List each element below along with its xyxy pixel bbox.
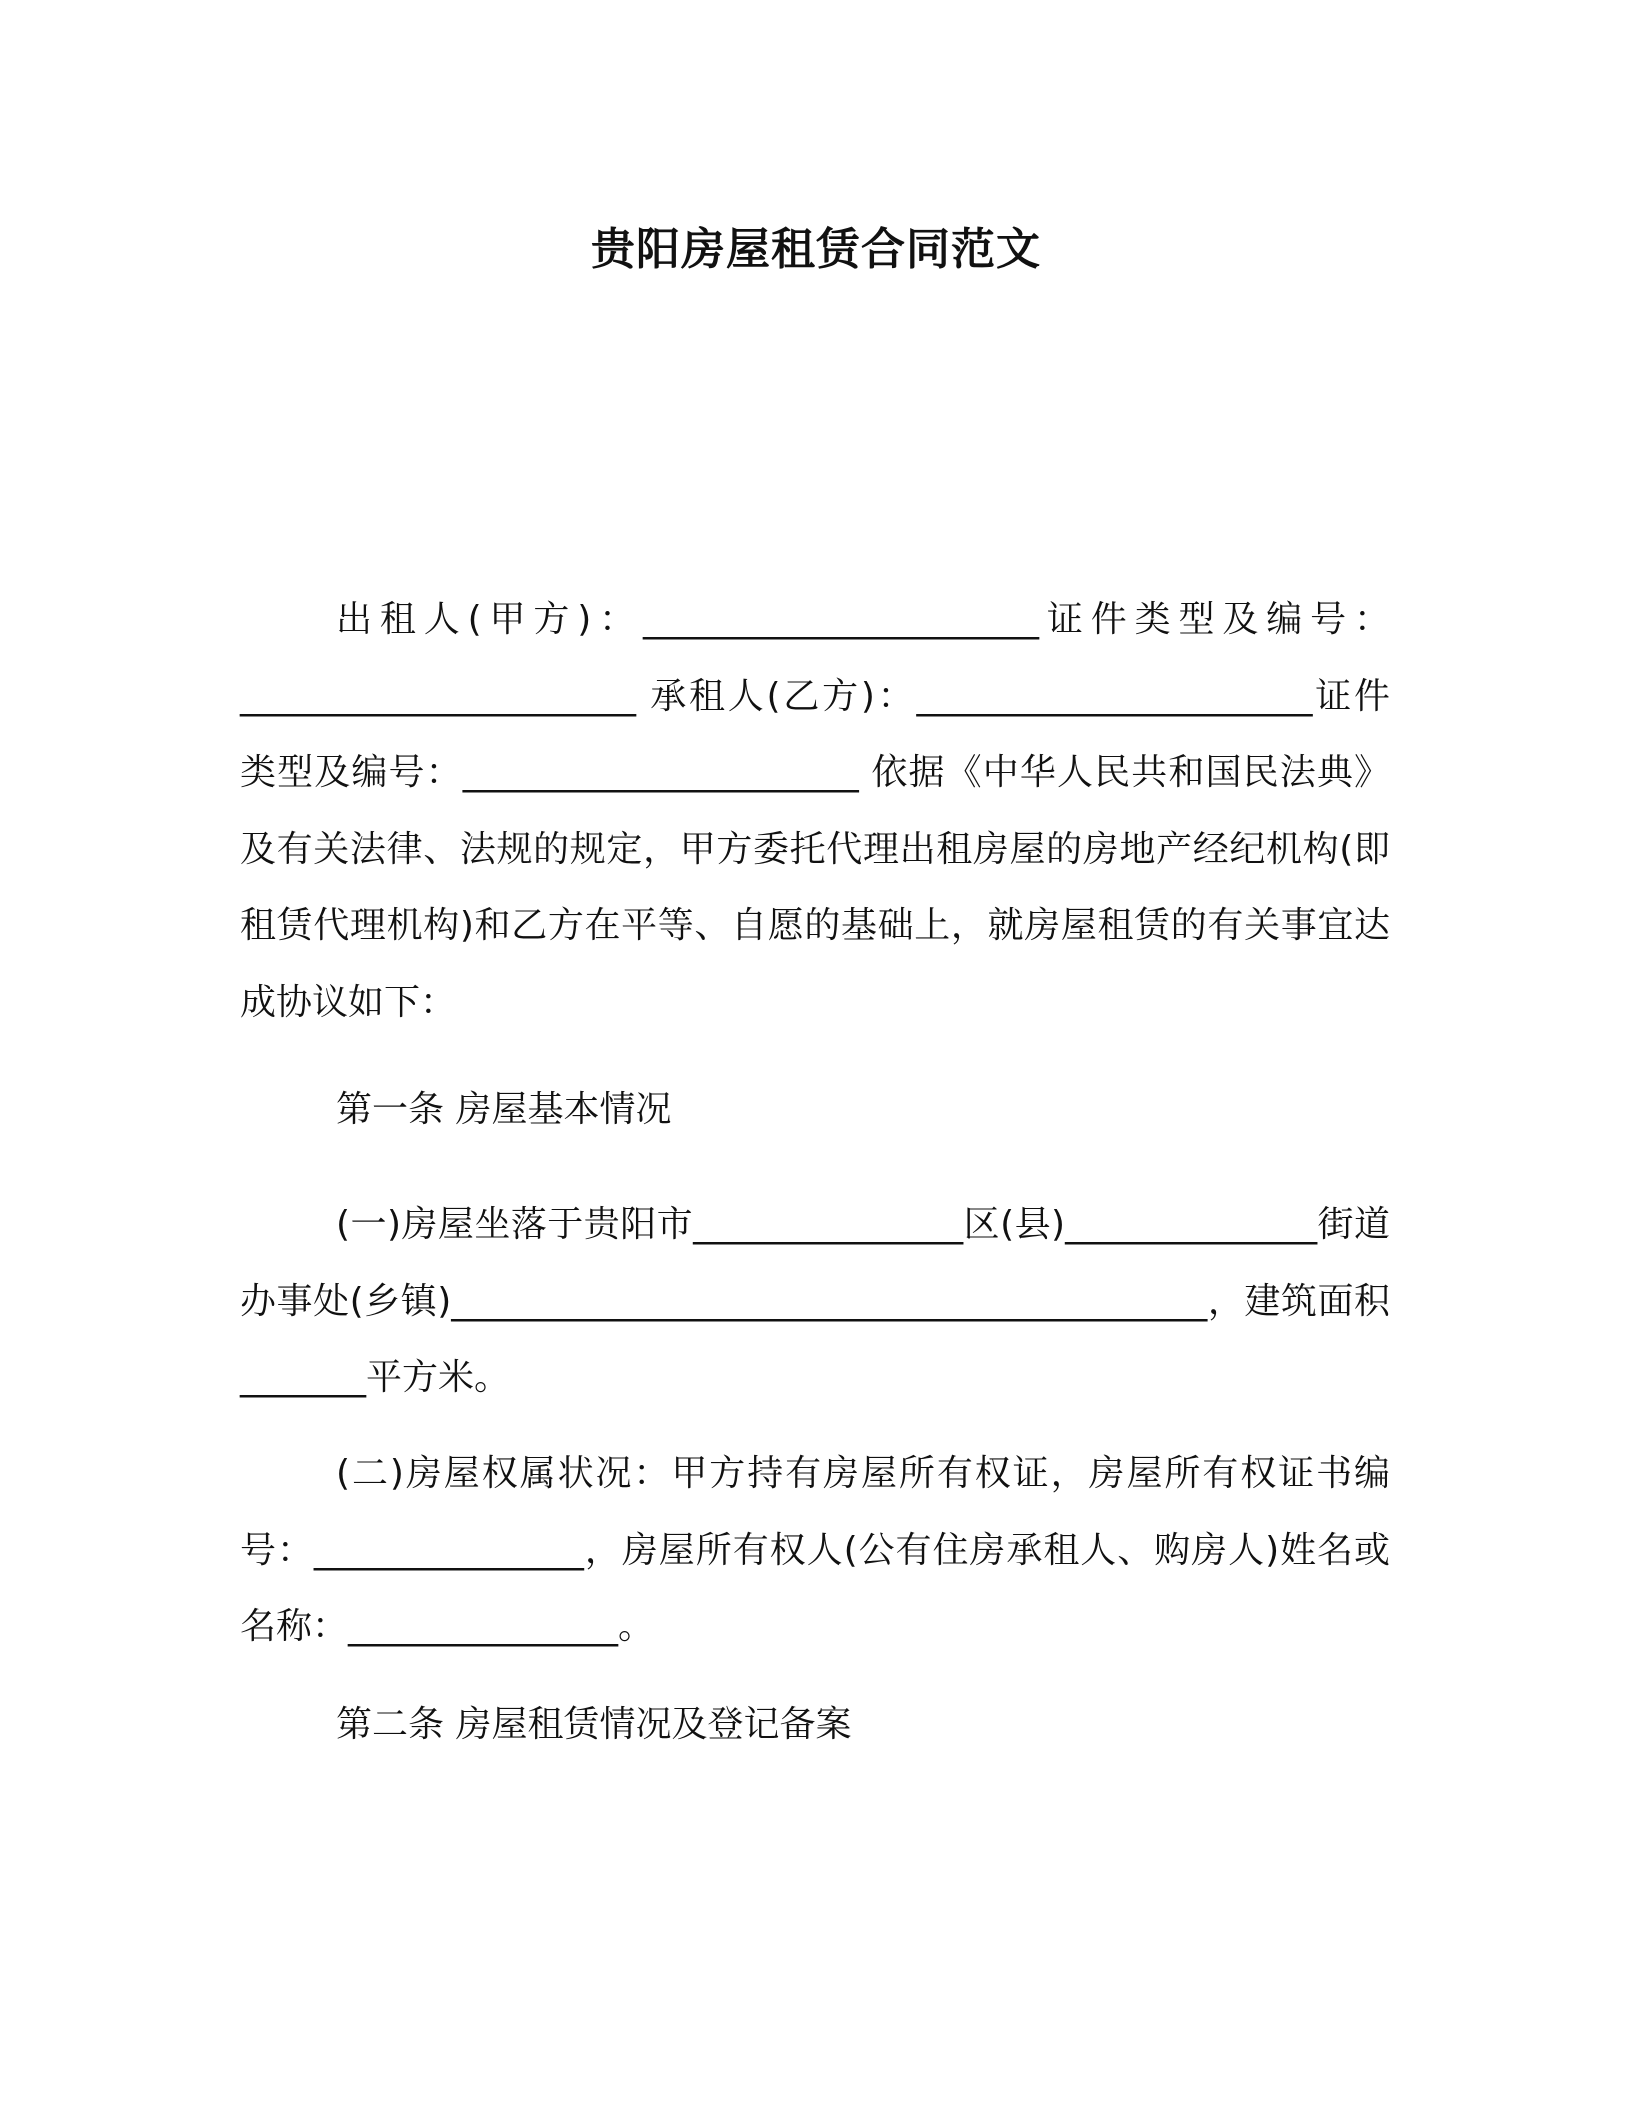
article-1-item-2: (二)房屋权属状况：甲方持有房屋所有权证，房屋所有权证书编号：_______________，房屋所有权人(公有住房承租人、购房人)姓名或名称：_______________。 xyxy=(240,1453,1390,1647)
article-2-heading: 第二条 房屋租赁情况及登记备案 xyxy=(336,1704,852,1745)
article-1-heading: 第一条 房屋基本情况 xyxy=(336,1089,672,1130)
article-1-item-1: (一)房屋坐落于贵阳市_______________区(县)______________街道办事处(乡镇)__________________________________________，建筑面积_______平方米。 xyxy=(240,1204,1390,1398)
document-title: 贵阳房屋租赁合同范文 xyxy=(591,224,1041,275)
intro-paragraph: 出租人(甲方)：______________________证件类型及编号：______________________ 承租人(乙方)：______________________证件类型及编号：______________________ 依据《中华人民共和国民法典》及有关法律、法规的规定，甲方委托代理出租房屋的房地产经纪机构(即租赁代理机构)和乙方在平等、自愿的基础上，就房屋租赁的有关事宜达成协议如下： xyxy=(240,599,1390,1023)
